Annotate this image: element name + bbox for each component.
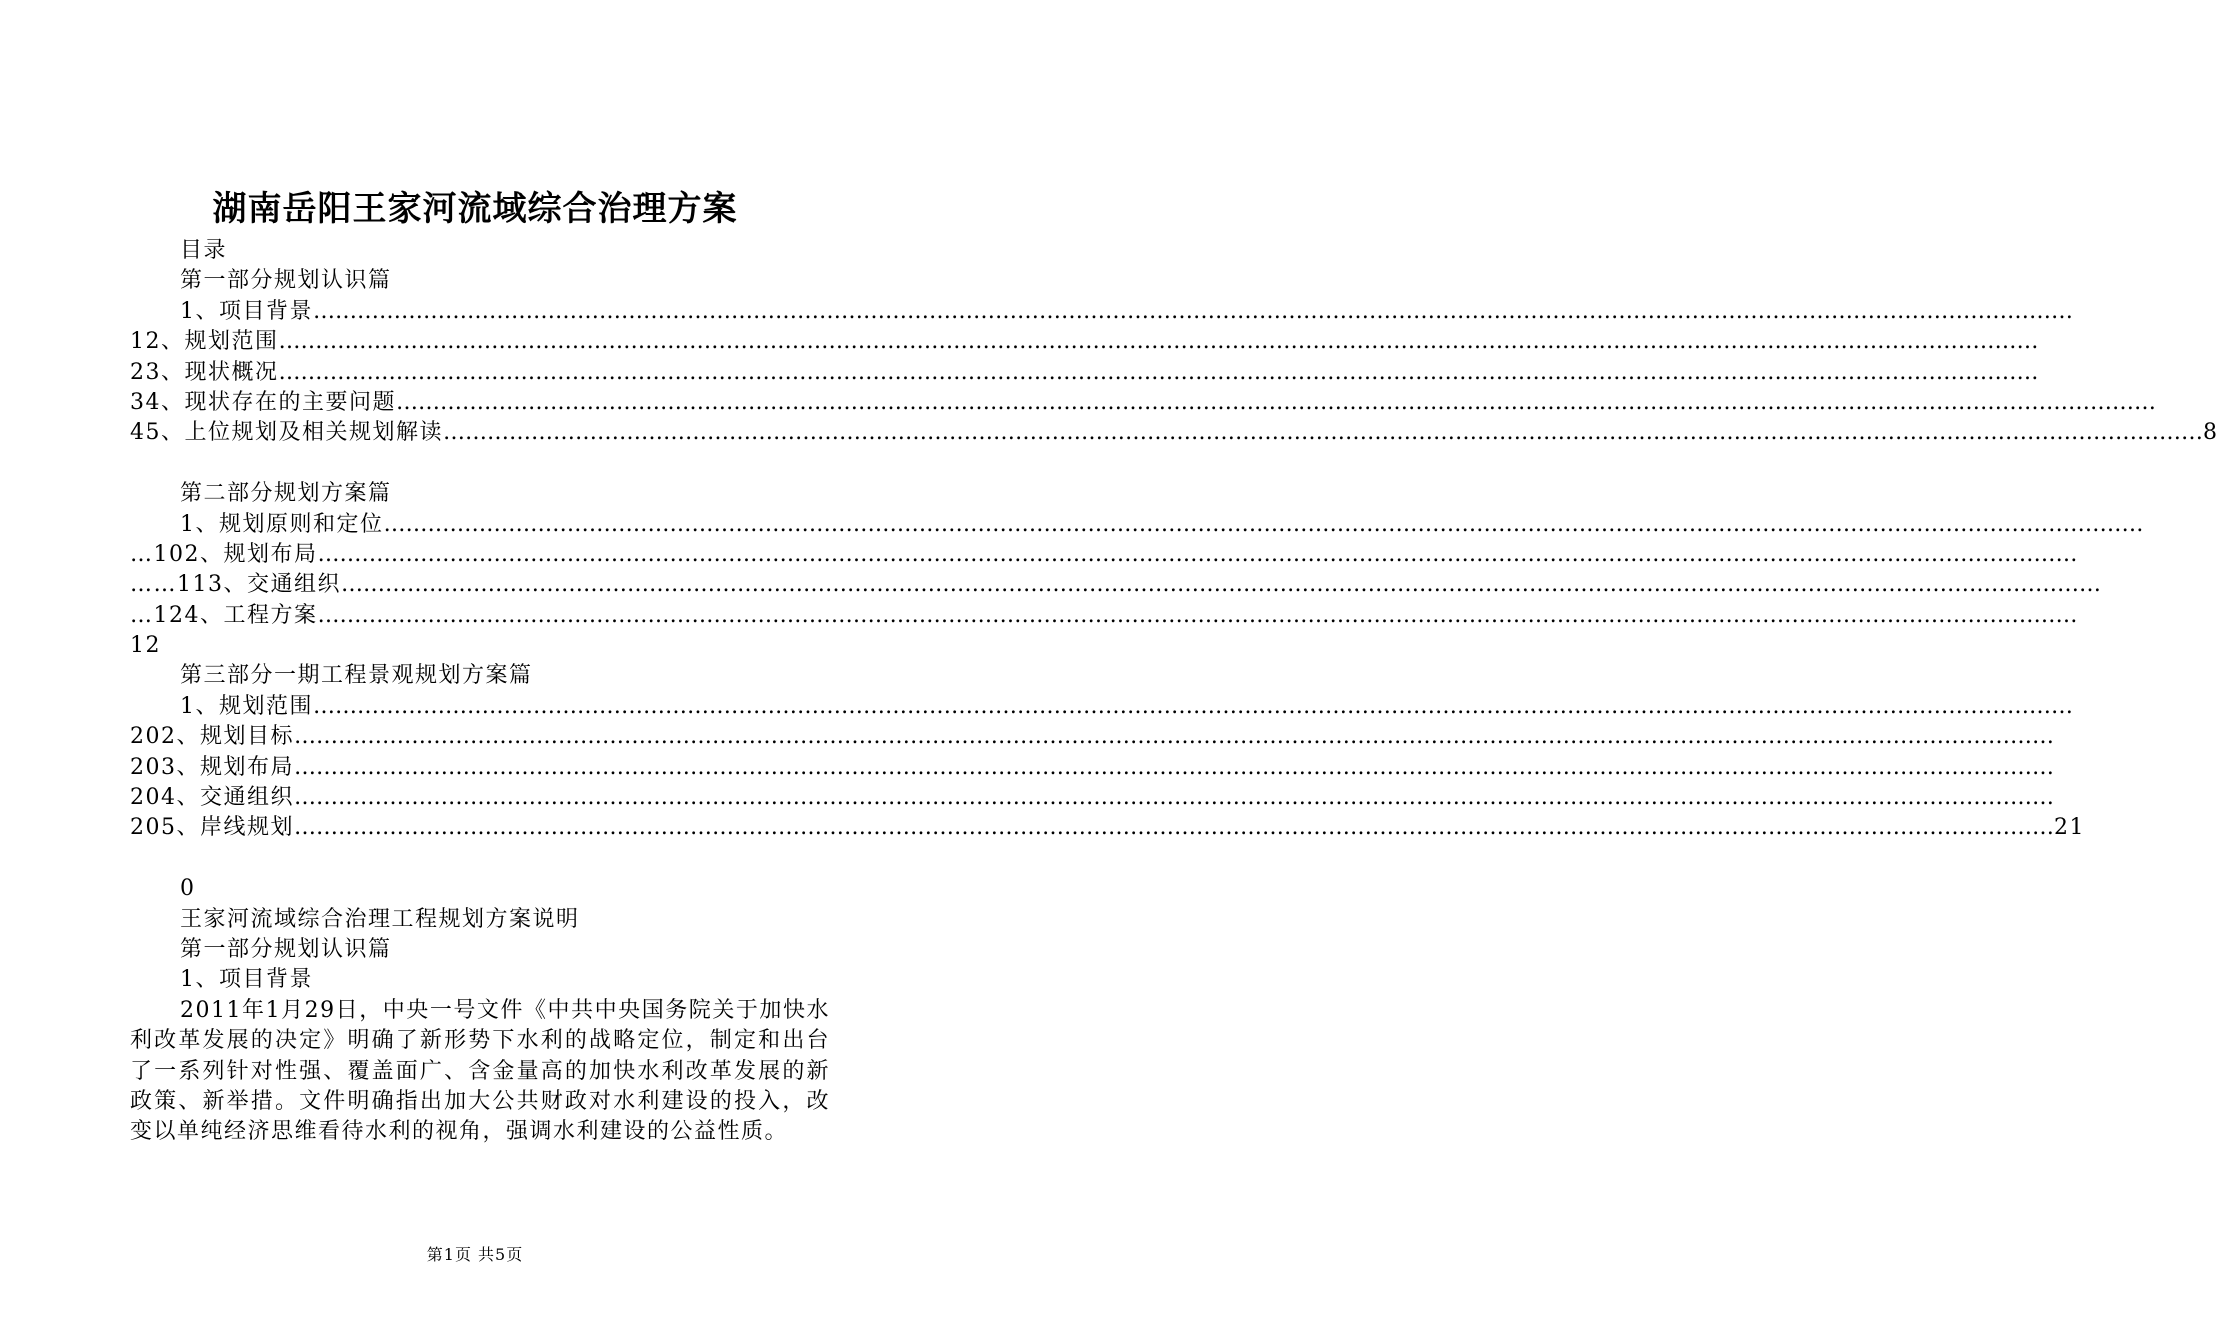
toc-entry[interactable] <box>130 813 2085 843</box>
section-item-heading: 1、项目背景 <box>180 967 313 993</box>
toc-entry-label: 204、交通组织 <box>130 785 294 811</box>
spacer <box>130 844 830 874</box>
toc-leader-dots: …………………………………………………………………………………………………………………………………………………………………………………………………………………… <box>443 420 2203 446</box>
toc-leader-dots: …………………………………………………………………………………………………………………………………………………………………………………………………………………… <box>294 785 2054 811</box>
toc-entry-label: 1、规划原则和定位 <box>180 511 384 537</box>
toc-entry[interactable] <box>130 722 2054 752</box>
toc-entry-label: 203、规划布局 <box>130 754 294 780</box>
toc-leader-dots: …………………………………………………………………………………………………………………………………………………………………………………………………………………… <box>278 329 2039 355</box>
toc-entry-label: 23、现状概况 <box>130 359 279 385</box>
toc-trailing-page: 12 <box>130 633 161 659</box>
toc-entry[interactable] <box>130 692 2073 722</box>
toc-leader-dots: …………………………………………………………………………………………………………………………………………………………………………………………………………………… <box>294 815 2054 841</box>
section-title: 王家河流域综合治理工程规划方案说明 <box>180 906 580 932</box>
toc-leader-dots: …………………………………………………………………………………………………………………………………………………………………………………………………………………… <box>383 511 2144 537</box>
toc-entry-label: 12、规划范围 <box>130 329 279 355</box>
toc-leader-dots: …………………………………………………………………………………………………………………………………………………………………………………………………………………… <box>294 754 2054 780</box>
toc-leader-dots: …………………………………………………………………………………………………………………………………………………………………………………………………………………… <box>313 693 2073 719</box>
spacer <box>130 449 830 479</box>
toc-leader-dots: …………………………………………………………………………………………………………………………………………………………………………………………………………………… <box>317 602 2078 628</box>
document-body <box>130 236 2219 1148</box>
toc-leader-dots: …………………………………………………………………………………………………………………………………………………………………………………………………………………… <box>341 572 2101 598</box>
toc-leader-dots: …………………………………………………………………………………………………………………………………………………………………………………………………………………… <box>294 724 2054 750</box>
toc-entry[interactable] <box>130 510 2144 540</box>
toc-entry[interactable] <box>130 418 2219 448</box>
document-title: 湖南岳阳王家河流域综合治理方案 <box>212 189 738 229</box>
toc-entry-label: 1、项目背景 <box>180 298 313 324</box>
toc-leader-dots: …………………………………………………………………………………………………………………………………………………………………………………………………………………… <box>396 389 2156 415</box>
toc-entry-label: 34、现状存在的主要问题 <box>130 389 396 415</box>
toc-leader-dots: …………………………………………………………………………………………………………………………………………………………………………………………………………………… <box>317 541 2078 567</box>
toc-part2-heading: 第二部分规划方案篇 <box>180 481 392 507</box>
toc-entry[interactable] <box>130 753 2054 783</box>
toc-entry-page: 8 <box>2203 420 2219 446</box>
toc-entry[interactable] <box>130 540 2078 570</box>
toc-entry[interactable] <box>130 601 2078 631</box>
stray-number: 0 <box>180 876 196 902</box>
toc-part1-heading: 第一部分规划认识篇 <box>180 268 392 294</box>
toc-entry-page: 21 <box>2054 815 2085 841</box>
toc-leader-dots: …………………………………………………………………………………………………………………………………………………………………………………………………………………… <box>278 359 2039 385</box>
toc-leader-dots: …………………………………………………………………………………………………………………………………………………………………………………………………………………… <box>313 298 2073 324</box>
toc-heading: 目录 <box>180 238 228 263</box>
toc-part3-heading: 第三部分一期工程景观规划方案篇 <box>180 663 533 689</box>
toc-entry[interactable] <box>130 327 2039 357</box>
toc-entry[interactable] <box>130 388 2156 418</box>
toc-entry-label: 45、上位规划及相关规划解读 <box>130 420 443 446</box>
toc-entry[interactable] <box>130 358 2039 388</box>
toc-entry[interactable] <box>130 570 2101 600</box>
toc-entry[interactable] <box>130 297 2073 327</box>
toc-entry-label: ……113、交通组织 <box>130 572 341 598</box>
toc-entry-label: 202、规划目标 <box>130 724 294 750</box>
toc-entry-label: …102、规划布局 <box>130 541 318 567</box>
body-paragraph: 2011年1月29日，中央一号文件《中共中央国务院关于加快水利改革发展的决定》明确了新形势下水利的战略定位，制定和出台了一系列针对性强、覆盖面广、含金量高的加快水利改革发展的新政策、新举措。文件明确指出加大公共财政对水利建设的投入，改变以单纯经济思维看待水利的视角，强调水利建设的公益性质。 <box>130 997 830 1145</box>
section-part-heading: 第一部分规划认识篇 <box>180 936 392 962</box>
toc-entry-label: 1、规划范围 <box>180 693 313 719</box>
toc-entry-label: …124、工程方案 <box>130 602 318 628</box>
toc-entry-label: 205、岸线规划 <box>130 815 294 841</box>
page-number-footer: 第1页 共5页 <box>426 1245 524 1264</box>
toc-entry[interactable] <box>130 783 2054 813</box>
